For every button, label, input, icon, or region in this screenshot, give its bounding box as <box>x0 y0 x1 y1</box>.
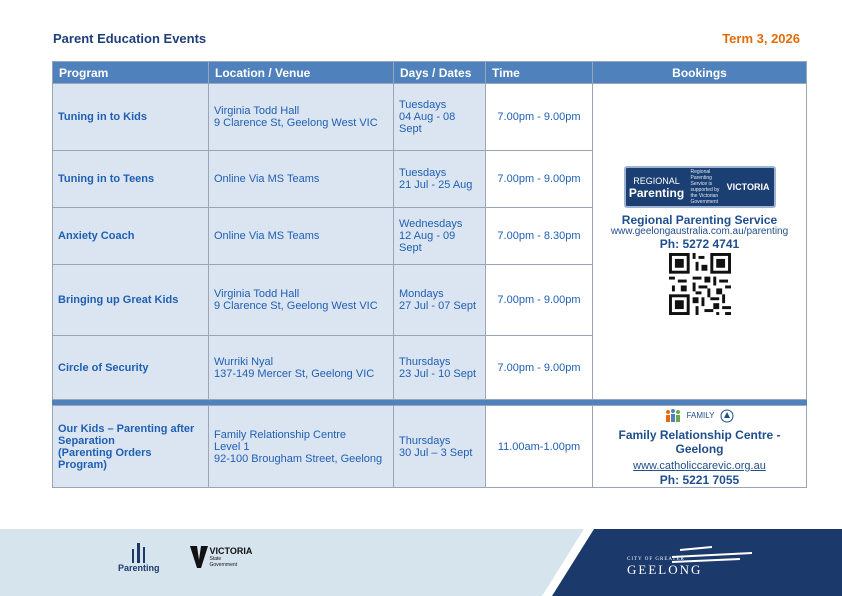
location-cell <box>209 151 394 208</box>
page-title: Parent Education Events <box>53 31 207 46</box>
qr-code-icon[interactable] <box>669 253 731 315</box>
dates-line: 04 Aug - 08 Sept <box>399 111 456 135</box>
victoria-logo-text: VICTORIA <box>726 181 770 192</box>
location-line: Wurriki Nyal <box>214 355 274 368</box>
frc-website-link[interactable]: www.catholiccarevic.org.au <box>633 459 766 472</box>
family-logo-text: FAMILY <box>686 410 715 420</box>
location-cell <box>209 208 394 265</box>
program-cell <box>53 406 209 488</box>
days-cell <box>394 208 486 265</box>
victoria-government-logo <box>190 546 253 568</box>
time-cell: 7.00pm - 9.00pm <box>486 265 593 336</box>
rps-booking-cell <box>593 84 807 400</box>
geelong-logo <box>627 557 702 578</box>
frc-phone: Ph: 5221 7055 <box>659 472 740 487</box>
state-government-text: State Government <box>209 556 238 568</box>
victoria-text: VICTORIA <box>209 546 253 556</box>
program-cell: Tuning in to Kids <box>53 84 209 151</box>
table-row <box>53 84 807 151</box>
location-line: Virginia Todd Hall <box>214 105 300 117</box>
location-cell <box>209 84 394 151</box>
regional-parenting-logo <box>624 166 776 208</box>
term-label: Term 3, 2026 <box>722 31 800 46</box>
parenting-footer-logo <box>118 541 160 573</box>
family-figures-icon <box>665 409 681 423</box>
location-line: Family Relationship Centre <box>214 428 347 441</box>
service-phone: Ph: 5272 4741 <box>659 236 740 251</box>
events-table <box>52 61 807 488</box>
time-cell: 7.00pm - 9.00pm <box>486 151 593 208</box>
australian-government-crest-icon <box>720 409 734 423</box>
days-cell <box>394 84 486 151</box>
location-line: 9 Clarence St, Geelong West VIC <box>214 117 378 129</box>
logo-word: Parenting <box>628 185 685 200</box>
parenting-figure-icon <box>129 541 149 563</box>
column-header-bookings: Bookings <box>593 62 807 84</box>
days-cell <box>394 406 486 488</box>
table-row <box>53 406 807 488</box>
logo-note: Regional Parenting Service is supported by the Victorian Government <box>690 168 720 205</box>
days-line: Thursdays <box>399 434 451 447</box>
geelong-logo-name: GEELONG <box>627 562 703 577</box>
location-line: Level 1 <box>214 440 250 453</box>
column-header-days: Days / Dates <box>394 62 486 84</box>
days-line: Tuesdays <box>399 167 447 179</box>
time-cell: 7.00pm - 9.00pm <box>486 84 593 151</box>
dates-line: 12 Aug - 09 Sept <box>399 230 456 254</box>
program-line: (Parenting Orders Program) <box>58 446 152 471</box>
days-line: Tuesdays <box>399 99 447 111</box>
location-line: 92-100 Brougham Street, Geelong <box>214 452 383 465</box>
parenting-footer-text: Parenting <box>118 563 160 573</box>
parenting-wordmark <box>626 175 688 199</box>
program-cell: Tuning in to Teens <box>53 151 209 208</box>
column-header-program: Program <box>53 62 209 84</box>
family-relationship-logo <box>598 408 801 424</box>
program-cell: Anxiety Coach <box>53 208 209 265</box>
frc-booking-cell <box>593 406 807 488</box>
days-cell <box>394 265 486 336</box>
dates-line: 30 Jul – 3 Sept <box>399 446 473 459</box>
location-line: Online Via MS Teams <box>214 173 320 185</box>
location-cell <box>209 336 394 400</box>
program-line: Separation <box>58 434 115 447</box>
location-cell <box>209 265 394 336</box>
location-cell <box>209 406 394 488</box>
days-cell <box>394 151 486 208</box>
program-cell: Bringing up Great Kids <box>53 265 209 336</box>
geelong-logo-small-text: CITY OF GREATER <box>627 557 685 562</box>
frc-name-line: Family Relationship Centre - <box>618 427 781 442</box>
dates-line: 23 Jul - 10 Sept <box>399 367 477 380</box>
column-header-time: Time <box>486 62 593 84</box>
time-cell: 7.00pm - 8.30pm <box>486 208 593 265</box>
column-header-location: Location / Venue <box>209 62 394 84</box>
days-line: Wednesdays <box>399 218 463 230</box>
victoria-v-icon <box>190 546 208 568</box>
location-line: 137-149 Mercer St, Geelong VIC <box>214 367 375 380</box>
days-cell <box>394 336 486 400</box>
location-line: Online Via MS Teams <box>214 230 320 242</box>
program-cell: Circle of Security <box>53 336 209 400</box>
days-line: Mondays <box>399 288 444 300</box>
frc-name <box>598 428 801 456</box>
table-header-row <box>53 62 807 84</box>
service-url[interactable]: www.geelongaustralia.com.au/parenting <box>610 225 789 237</box>
frc-name-line: Geelong <box>675 441 724 456</box>
location-line: 9 Clarence St, Geelong West VIC <box>214 300 378 312</box>
footer-logos <box>118 541 252 573</box>
time-cell: 7.00pm - 9.00pm <box>486 336 593 400</box>
time-cell: 11.00am-1.00pm <box>486 406 593 488</box>
program-line: Our Kids – Parenting after <box>58 422 195 435</box>
logo-small-text: REGIONAL <box>633 175 680 186</box>
service-name: Regional Parenting Service <box>621 212 778 227</box>
dates-line: 27 Jul - 07 Sept <box>399 300 477 312</box>
days-line: Thursdays <box>399 355 451 368</box>
dates-line: 21 Jul - 25 Aug <box>399 179 473 191</box>
location-line: Virginia Todd Hall <box>214 288 300 300</box>
